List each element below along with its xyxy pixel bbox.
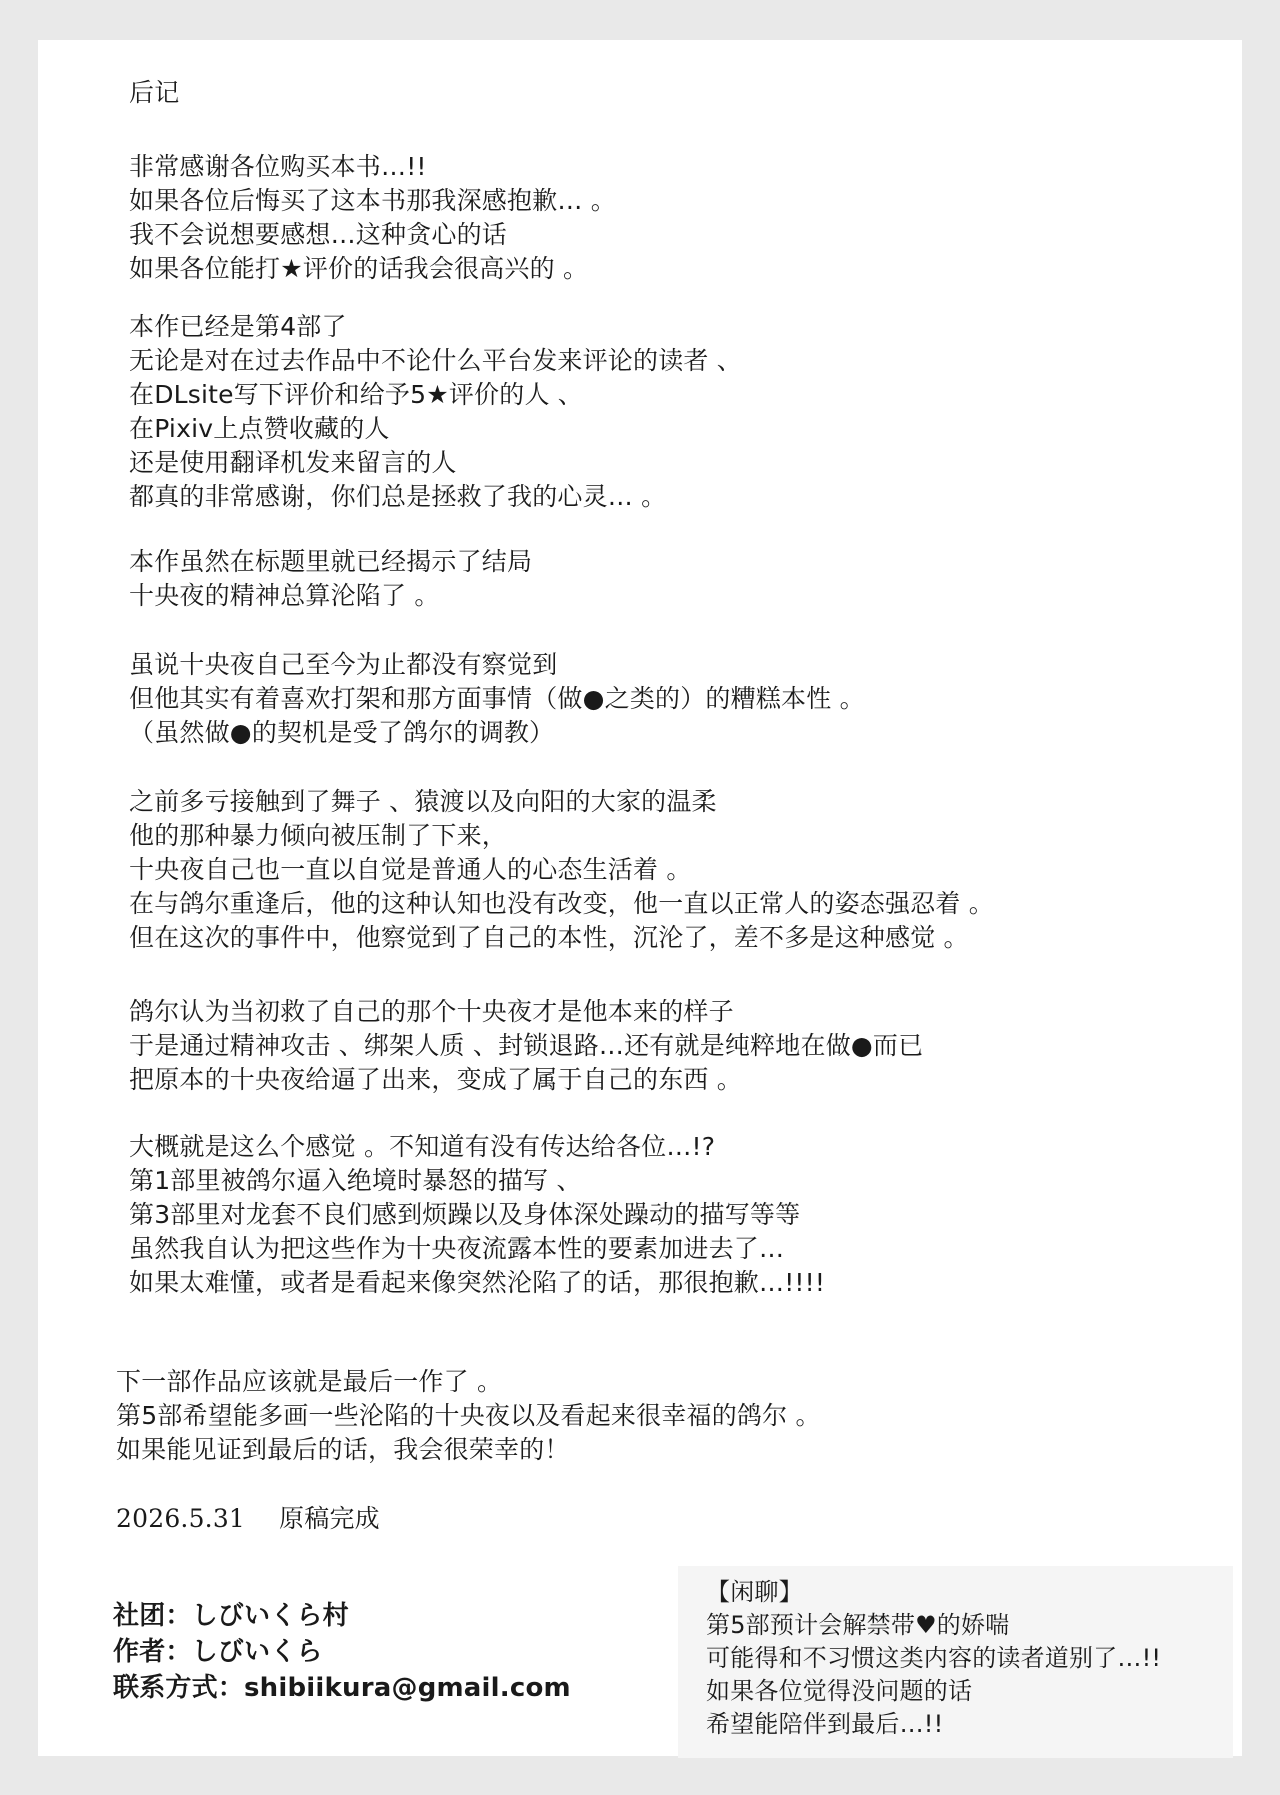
chat-line: 第5部预计会解禁带♥的娇喘: [706, 1611, 1010, 1639]
text-line: 虽说十央夜自己至今为止都没有察觉到: [129, 650, 558, 679]
afterword-page: [38, 40, 1242, 1756]
text-line: 本作已经是第4部了: [129, 312, 347, 341]
text-line: 第1部里被鸽尔逼入绝境时暴怒的描写 、: [129, 1166, 582, 1195]
title-text: 后记: [129, 78, 180, 107]
text-line: 第5部希望能多画一些沦陷的十央夜以及看起来很幸福的鸽尔 。: [116, 1401, 821, 1430]
date-line: [116, 1502, 380, 1536]
text-line: 如果太难懂，或者是看起来像突然沦陷了的话，那很抱歉…!!!!: [129, 1268, 826, 1297]
text-line: 无论是对在过去作品中不论什么平台发来评论的读者 、: [129, 346, 742, 375]
text-line: 在DLsite写下评价和给予5★评价的人 、: [129, 380, 583, 409]
chat-line: 如果各位觉得没问题的话: [706, 1677, 973, 1705]
credits: [113, 1598, 571, 1706]
text-line: 本作虽然在标题里就已经揭示了结局: [129, 547, 533, 576]
text-line: （虽然做●的契机是受了鸽尔的调教）: [129, 718, 555, 747]
text-line: 在与鸽尔重逢后，他的这种认知也没有改变，他一直以正常人的姿态强忍着 。: [129, 889, 994, 918]
text-line: 第3部里对龙套不良们感到烦躁以及身体深处躁动的描写等等: [129, 1200, 801, 1229]
text-line: 他的那种暴力倾向被压制了下来，: [129, 821, 508, 850]
chat-line: 希望能陪伴到最后…!!: [706, 1710, 944, 1738]
text-line: 大概就是这么个感觉 。不知道有没有传达给各位…!?: [129, 1132, 716, 1161]
contact-email: 联系方式：shibiikura@gmail.com: [113, 1673, 571, 1703]
chat-box: [678, 1566, 1233, 1758]
text-line: 但在这次的事件中，他察觉到了自己的本性，沉沦了，差不多是这种感觉 。: [129, 923, 969, 952]
author-name: 作者：しびいくら: [113, 1637, 323, 1667]
text-line: 下一部作品应该就是最后一作了 。: [116, 1367, 503, 1396]
completion-date: [116, 1502, 380, 1536]
paragraph-thanks: [129, 150, 616, 286]
text-line: 如果各位后悔买了这本书那我深感抱歉… 。: [129, 186, 616, 215]
chat-line: 可能得和不习惯这类内容的读者道别了…!!: [706, 1644, 1162, 1672]
text-line: 虽然我自认为把这些作为十央夜流露本性的要素加进去了…: [129, 1234, 785, 1263]
chat-text: [706, 1576, 1161, 1741]
text-line: 十央夜自己也一直以自觉是普通人的心态生活着 。: [129, 855, 692, 884]
text-line: 但他其实有着喜欢打架和那方面事情（做●之类的）的糟糕本性 。: [129, 684, 865, 713]
paragraph-summary: [129, 1130, 825, 1300]
paragraph-next-work: [116, 1365, 821, 1467]
date-note: 原稿完成: [279, 1504, 380, 1533]
paragraph-ending: [129, 545, 532, 613]
chat-heading: 【闲聊】: [706, 1578, 803, 1606]
text-line: 如果各位能打★评价的话我会很高兴的 。: [129, 254, 589, 283]
text-line: 之前多亏接触到了舞子 、猿渡以及向阳的大家的温柔: [129, 787, 717, 816]
text-line: 鸽尔认为当初救了自己的那个十央夜才是他本来的样子: [129, 997, 734, 1026]
date-value: 2026.5.31: [116, 1504, 246, 1533]
text-line: 把原本的十央夜给逼了出来，变成了属于自己的东西 。: [129, 1065, 742, 1094]
afterword-title: [129, 76, 179, 110]
paragraph-background: [129, 785, 994, 955]
text-line: 我不会说想要感想…这种贪心的话: [129, 220, 508, 249]
text-line: 在Pixiv上点赞收藏的人: [129, 414, 390, 443]
paragraph-geer: [129, 995, 923, 1097]
text-line: 还是使用翻译机发来留言的人: [129, 448, 457, 477]
text-line: 非常感谢各位购买本书…!!: [129, 152, 427, 181]
paragraph-part4: [129, 310, 742, 514]
circle-name: 社团：しびいくら村: [113, 1601, 349, 1631]
text-line: 都真的非常感谢，你们总是拯救了我的心灵… 。: [129, 482, 667, 511]
paragraph-nature: [129, 648, 865, 750]
text-line: 于是通过精神攻击 、绑架人质 、封锁退路…还有就是纯粹地在做●而已: [129, 1031, 924, 1060]
text-line: 十央夜的精神总算沦陷了 。: [129, 581, 440, 610]
text-line: 如果能见证到最后的话，我会很荣幸的！: [116, 1435, 570, 1464]
